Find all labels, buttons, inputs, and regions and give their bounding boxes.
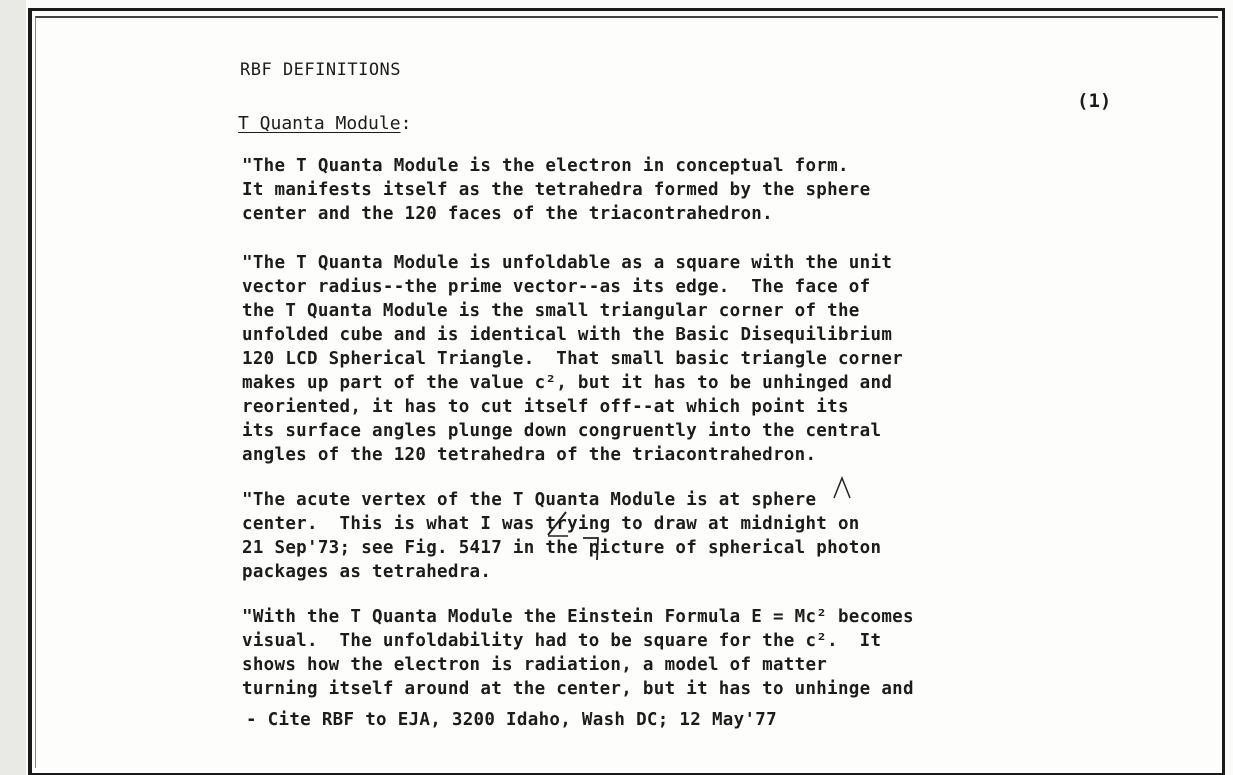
paragraph-4: "With the T Quanta Module the Einstein Formula E = Mc² becomes visual. The unfoldability had to be square for the c². It shows how the electron is radiation, a model of matter turning itself around at the center, but it has to unhinge and bbox=[242, 607, 914, 699]
page-edge-strip bbox=[0, 0, 26, 775]
section-title: T Quanta Module bbox=[238, 113, 401, 134]
paragraph-2: "The T Quanta Module is unfoldable as a square with the unit vector radius--the prime vector--as its edge. The face of the T Quanta Module is the small triangular corner of the unfolded cube and is identical with the Basic Disequilibrium 120 LCD Spherical Triangle. That small basic triangle corner makes up part of the value c², but it has to be unhinged and reoriented, it has to cut itself off--at which point its its surface angles plunge down congruently into the central angles of the 120 tetrahedra of the triacontrahedron. bbox=[242, 253, 903, 465]
page-number: (1) bbox=[1077, 90, 1112, 112]
paragraph-3: "The acute vertex of the T Quanta Module is at sphere center. This is what I was trying to draw at midnight on 21 Sep'73; see Fig. 5417 in the picture of spherical photon packages as tetrahedra. bbox=[242, 490, 882, 582]
section-colon: : bbox=[400, 113, 412, 134]
citation-line: - Cite RBF to EJA, 3200 Idaho, Wash DC; 12 May'77 bbox=[246, 710, 777, 730]
paragraph-1: "The T Quanta Module is the electron in conceptual form. It manifests itself as the tetrahedra formed by the sphere center and the 120 faces of the triacontrahedron. bbox=[242, 156, 871, 224]
document-heading: RBF DEFINITIONS bbox=[240, 60, 402, 80]
section-heading bbox=[238, 113, 411, 134]
